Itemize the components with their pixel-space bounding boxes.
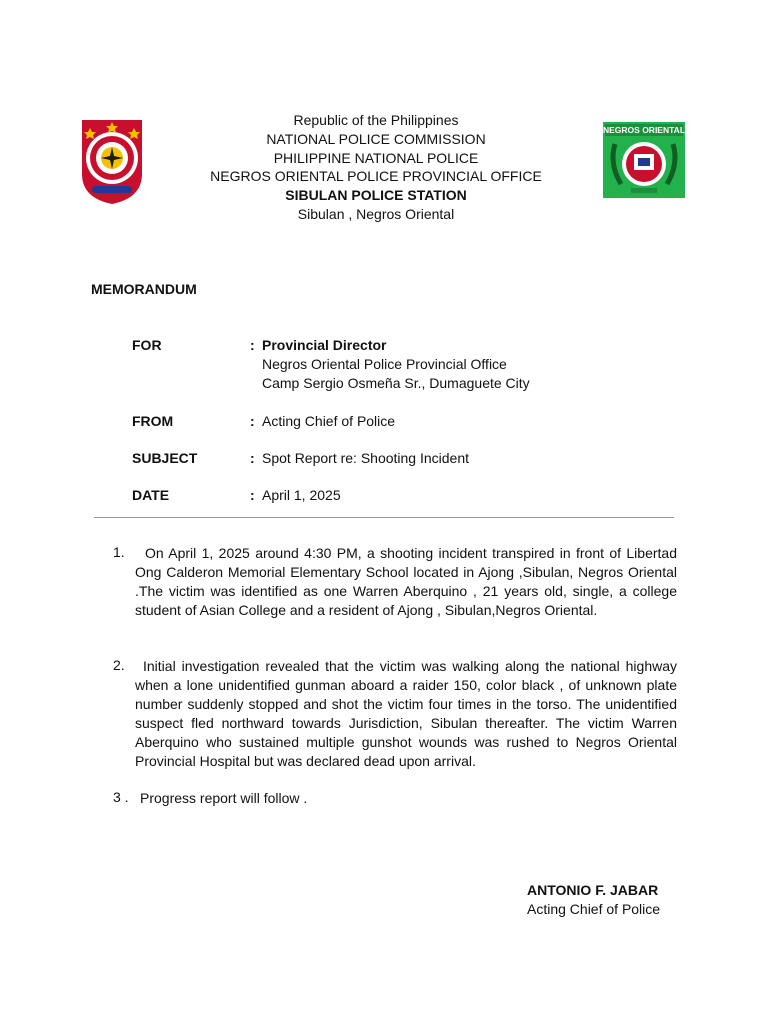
date-row (132, 487, 692, 507)
negros-oriental-ppo-icon (603, 122, 685, 198)
from-colon: : (250, 413, 255, 429)
for-row-3 (132, 375, 692, 395)
header-location: Sibulan , Negros Oriental (297, 205, 455, 222)
from-value: Acting Chief of Police (262, 413, 396, 429)
letterhead (184, 111, 568, 224)
for-value-address: Camp Sergio Osmeña Sr., Dumaguete City (262, 375, 530, 391)
subject-colon: : (250, 450, 255, 466)
signatory-name: ANTONIO F. JABAR (527, 882, 659, 898)
date-colon: : (250, 487, 255, 503)
header-station: SIBULAN POLICE STATION (285, 187, 467, 204)
header-republic: Republic of the Philippines (293, 112, 459, 128)
for-colon: : (250, 337, 255, 353)
for-label: FOR (132, 337, 162, 353)
header-divider (94, 517, 674, 518)
memo-title: MEMORANDUM (91, 281, 197, 297)
subject-label: SUBJECT (132, 450, 198, 466)
for-row (132, 337, 692, 357)
header-pnp: PHILIPPINE NATIONAL POLICE (273, 149, 479, 166)
paragraph-1-number: 1. (113, 544, 125, 560)
pnp-seal-icon (78, 114, 146, 206)
paragraph-2-number: 2. (113, 657, 125, 673)
for-row-2 (132, 356, 692, 376)
paragraph-3: Progress report will follow . (140, 790, 308, 806)
for-value-office: Negros Oriental Police Provincial Office (262, 356, 507, 372)
for-value: Provincial Director (262, 337, 387, 353)
from-row (132, 413, 692, 433)
subject-row (132, 450, 692, 470)
header-napolcom: NATIONAL POLICE COMMISSION (266, 130, 486, 147)
paragraph-1: On April 1, 2025 around 4:30 PM, a shooting incident transpired in front of Libertad Ong Calderon Memorial Elementary School located in Ajong ,Sibulan, Negros Oriental .The victim was identified as one Warren Aberquino , 21 years old, single, a college student of Asian College and a resident of Ajong , Sibulan,Negros Oriental. (135, 545, 677, 618)
from-label: FROM (132, 413, 174, 429)
subject-value: Spot Report re: Shooting Incident (262, 450, 470, 466)
date-value: April 1, 2025 (262, 487, 341, 503)
date-label: DATE (132, 487, 170, 503)
signatory-title: Acting Chief of Police (527, 901, 661, 917)
header-provincial-office: NEGROS ORIENTAL POLICE PROVINCIAL OFFICE (210, 168, 542, 185)
right-logo-banner-text: NEGROS ORIENTAL (603, 125, 685, 135)
paragraph-2: Initial investigation revealed that the victim was walking along the national highway when a lone unidentified gunman aboard a raider 150, color black , of unknown plate number suddenly stopped and shot the victim four times in the torso. The unidentified suspect fled northward towards Jurisdiction, Sibulan thereafter. The victim Warren Aberquino who sustained multiple gunshot wounds was rushed to Negros Oriental Provincial Hospital but was declared dead upon arrival. (135, 658, 677, 769)
paragraph-3-number: 3 . (113, 789, 129, 805)
